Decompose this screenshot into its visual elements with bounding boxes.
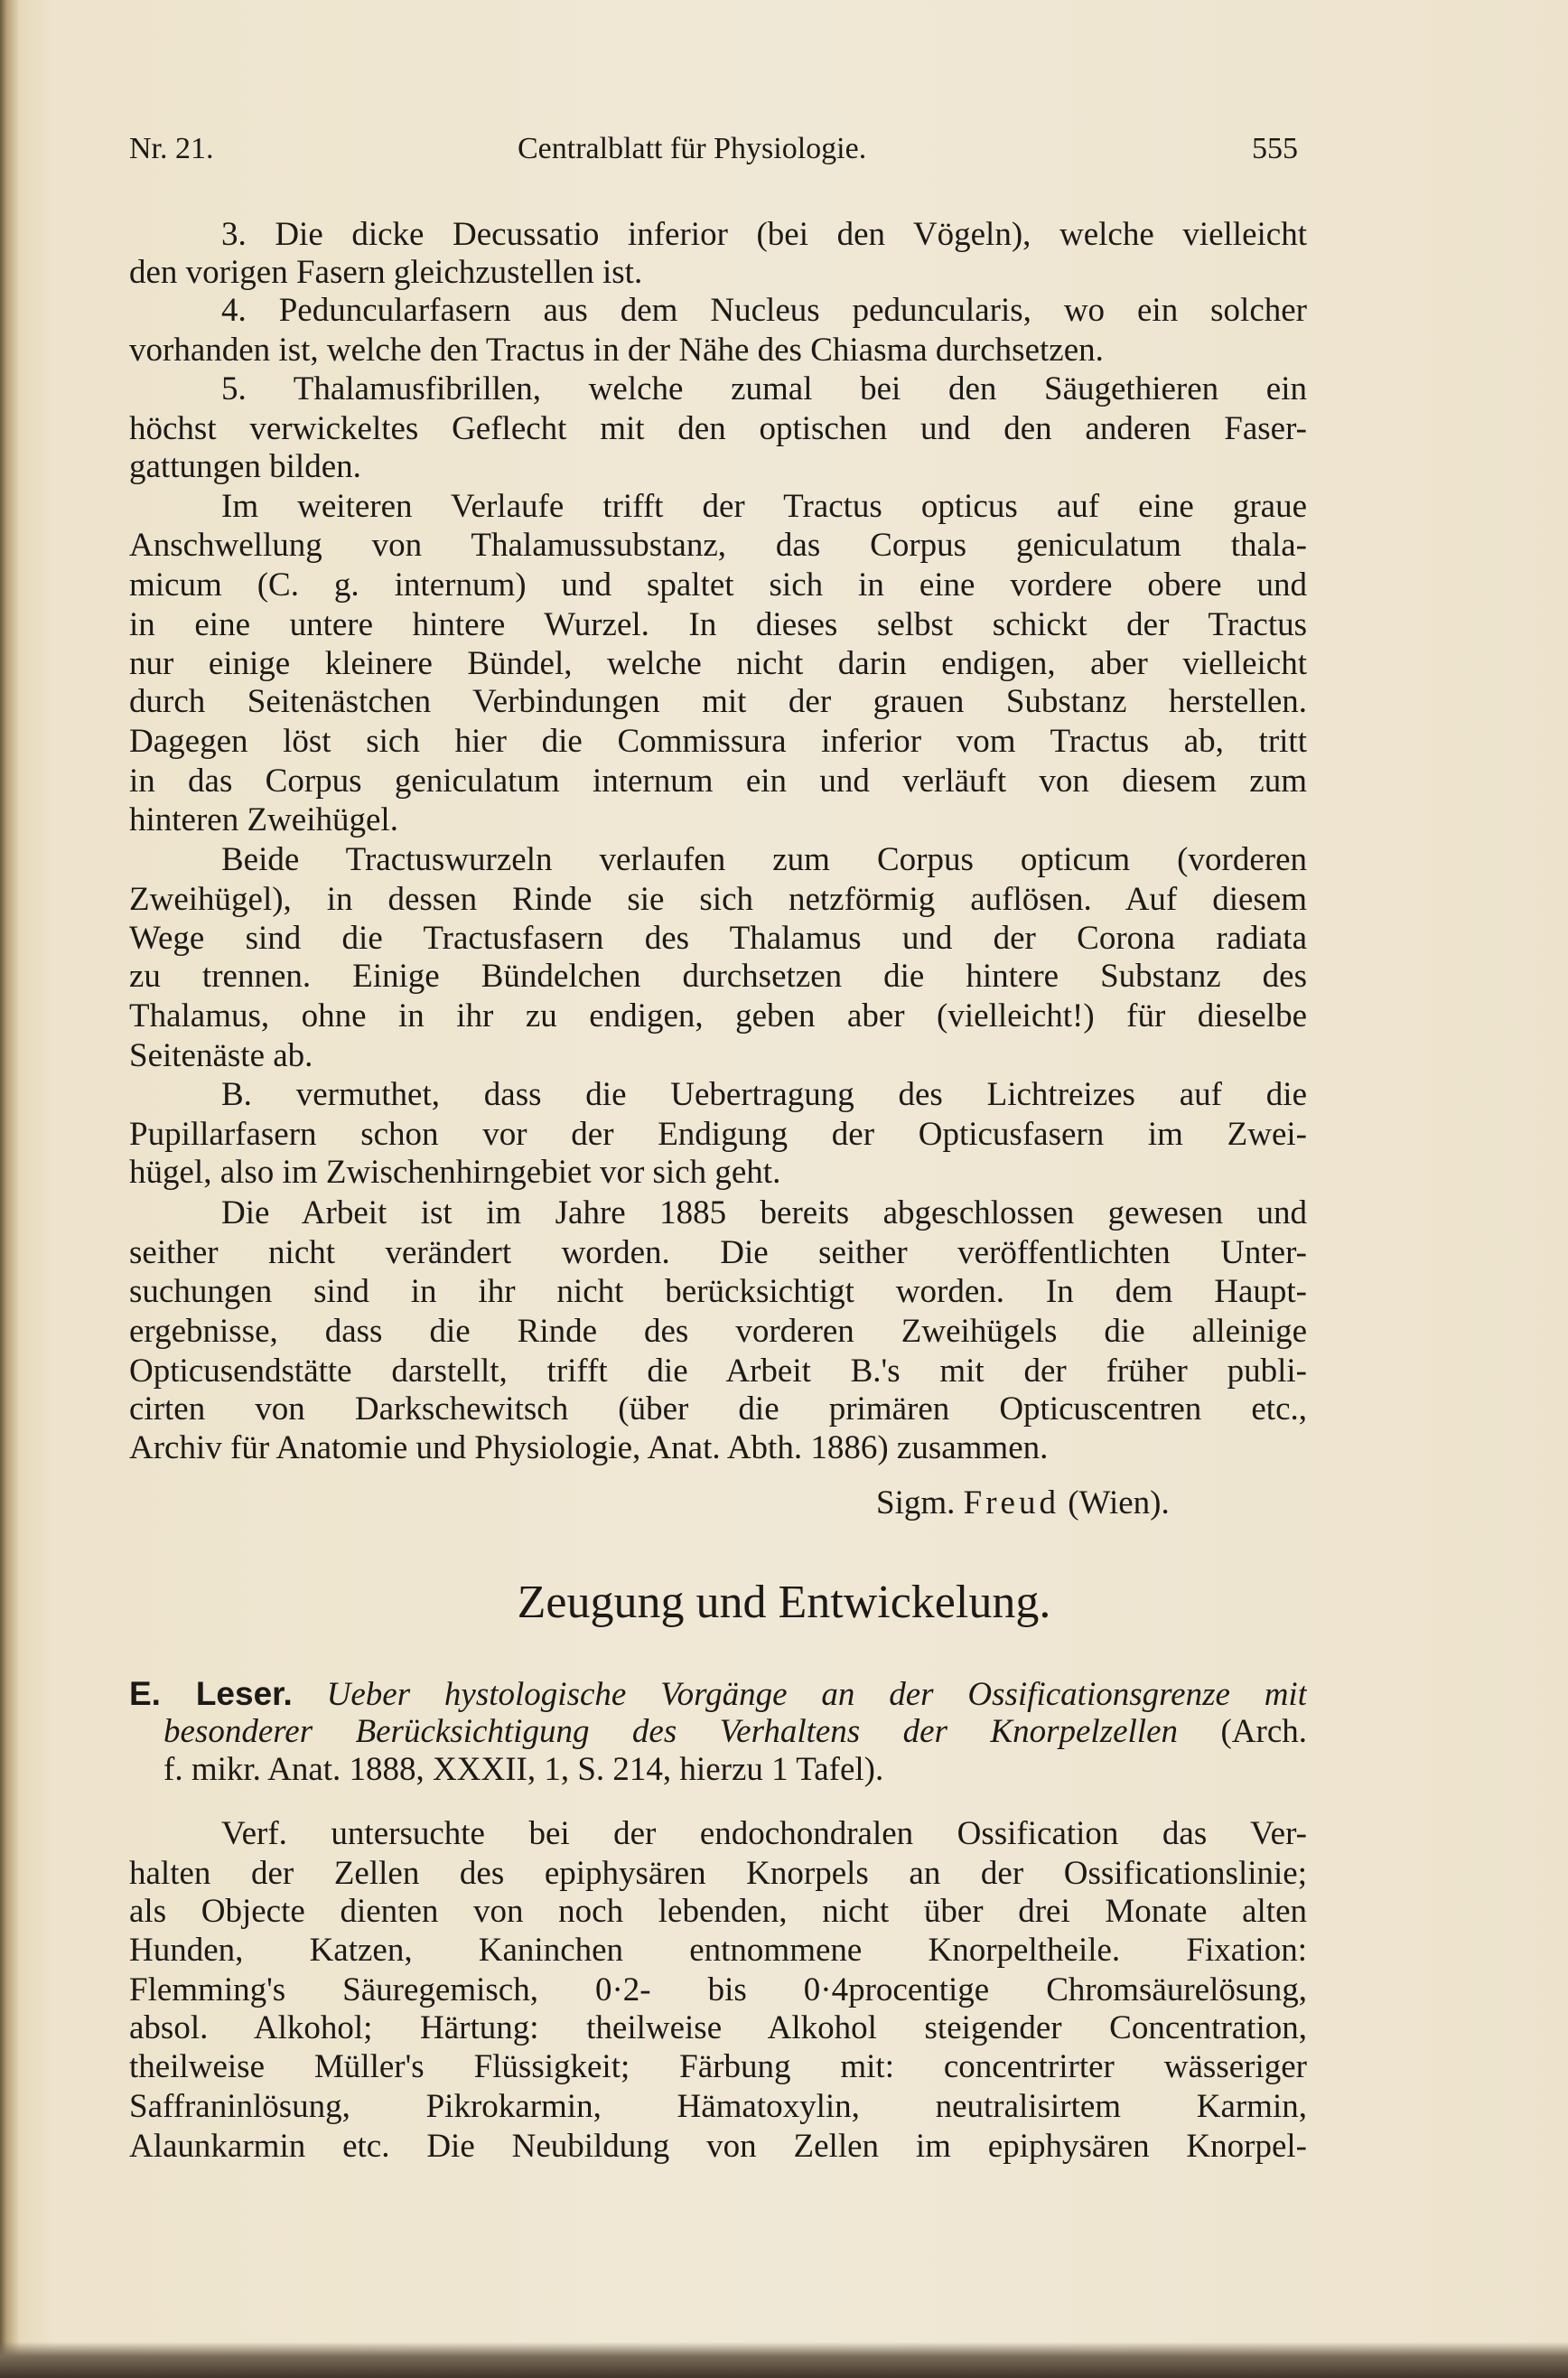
citation-source-start: (Arch. xyxy=(1178,1713,1307,1750)
text-line: ergebnisse, dass die Rinde des vorderen Zweihügels die alleinige xyxy=(129,1313,1307,1350)
text-line: Hunden, Katzen, Kaninchen entnommene Knorpeltheile. Fixation: xyxy=(129,1932,1307,1969)
text-line: Alaunkarmin etc. Die Neubildung von Zellen im epiphysären Knorpel- xyxy=(129,2128,1307,2165)
text-line: durch Seitenästchen Verbindungen mit der grauen Substanz herstellen. xyxy=(129,683,1307,720)
text-line: Die Arbeit ist im Jahre 1885 bereits abgeschlossen gewesen und xyxy=(221,1194,1307,1231)
text-line: Beide Tractuswurzeln verlaufen zum Corpus opticum (vorderen xyxy=(221,841,1307,878)
text-line: Archiv für Anatomie und Physiologie, Anat. Abth. 1886) zusammen. xyxy=(129,1429,1049,1466)
text-line: zu trennen. Einige Bündelchen durchsetzen die hintere Substanz des xyxy=(129,958,1307,995)
signature xyxy=(876,1484,1170,1522)
text-line: Pupillarfasern schon vor der Endigung der Opticusfasern im Zwei- xyxy=(129,1116,1307,1153)
text-line: Im weiteren Verlaufe trifft der Tractus opticus auf eine graue xyxy=(221,488,1307,525)
text-line: in eine untere hintere Wurzel. In dieses selbst schickt der Tractus xyxy=(129,606,1307,643)
text-line: theilweise Müller's Flüssigkeit; Färbung mit: concentrirter wässeriger xyxy=(129,2048,1307,2085)
citation-line-1 xyxy=(129,1674,1307,1714)
text-line: absol. Alkohol; Härtung: theilweise Alkohol steigender Concentration, xyxy=(129,2009,1307,2046)
text-line: suchungen sind in ihr nicht berücksichtigt worden. In dem Haupt- xyxy=(129,1273,1307,1310)
page-edge-shadow xyxy=(0,2342,1568,2378)
text-line: höchst verwickeltes Geflecht mit den optischen und den anderen Faser- xyxy=(129,410,1307,447)
text-line: Opticusendstätte darstellt, trifft die Arbeit B.'s mit der früher publi- xyxy=(129,1353,1307,1390)
running-title: Centralblatt für Physiologie. xyxy=(518,132,867,165)
text-line: hinteren Zweihügel. xyxy=(129,801,398,838)
citation-source: f. mikr. Anat. 1888, XXXII, 1, S. 214, hierzu 1 Tafel). xyxy=(163,1751,884,1788)
text-line: Saffraninlösung, Pikrokarmin, Hämatoxylin, neutralisirtem Karmin, xyxy=(129,2088,1307,2125)
text-line: als Objecte dienten von noch lebenden, nicht über drei Monate alten xyxy=(129,1893,1307,1930)
text-line: vorhanden ist, welche den Tractus in der Nähe des Chiasma durchsetzen. xyxy=(129,332,1104,369)
signature-suffix: (Wien). xyxy=(1068,1484,1170,1521)
page-number: 555 xyxy=(1252,132,1298,165)
text-line: Anschwellung von Thalamussubstanz, das Corpus geniculatum thala- xyxy=(129,527,1307,564)
section-heading: Zeugung und Entwickelung. xyxy=(517,1577,1051,1628)
text-line: halten der Zellen des epiphysären Knorpels an der Ossificationslinie; xyxy=(129,1855,1307,1892)
text-line: seither nicht verändert worden. Die seither veröffentlichten Unter- xyxy=(129,1234,1307,1271)
text-line: den vorigen Fasern gleichzustellen ist. xyxy=(129,254,643,291)
text-line: Dagegen löst sich hier die Commissura inferior vom Tractus ab, tritt xyxy=(129,723,1307,760)
text-line: 3. Die dicke Decussatio inferior (bei den Vögeln), welche vielleicht xyxy=(221,216,1307,253)
text-line: cirten von Darkschewitsch (über die primären Opticuscentren etc., xyxy=(129,1390,1307,1428)
text-line: gattungen bilden. xyxy=(129,448,361,485)
text-line: micum (C. g. internum) und spaltet sich in eine vordere obere und xyxy=(129,566,1307,604)
text-line: Seitenäste ab. xyxy=(129,1037,313,1074)
text-line: Flemming's Säuregemisch, 0·2- bis 0·4procentige Chromsäurelösung, xyxy=(129,1971,1307,2008)
text-line: Thalamus, ohne in ihr zu endigen, geben aber (vielleicht!) für dieselbe xyxy=(129,997,1307,1035)
citation-title-1: Ueber hystologische Vorgänge an der Ossificationsgrenze mit xyxy=(326,1676,1307,1713)
text-line: hügel, also im Zwischenhirngebiet vor sich geht. xyxy=(129,1154,781,1191)
text-line: B. vermuthet, dass die Uebertragung des Lichtreizes auf die xyxy=(221,1076,1307,1113)
text-line: in das Corpus geniculatum internum ein und verläuft von diesem zum xyxy=(129,763,1307,800)
citation-author: E. Leser. xyxy=(129,1675,293,1712)
text-line: Zweihügel), in dessen Rinde sie sich netzförmig auflösen. Auf diesem xyxy=(129,881,1307,918)
signature-name: Freud xyxy=(963,1484,1059,1521)
signature-prefix: Sigm. xyxy=(876,1484,956,1521)
citation-line-2 xyxy=(163,1712,1307,1752)
text-line: 4. Peduncularfasern aus dem Nucleus peduncularis, wo ein solcher xyxy=(221,292,1307,329)
text-line: Wege sind die Tractusfasern des Thalamus und der Corona radiata xyxy=(129,920,1307,957)
text-line: Verf. untersuchte bei der endochondralen Ossification das Ver- xyxy=(221,1815,1307,1852)
text-line: nur einige kleinere Bündel, welche nicht darin endigen, aber vielleicht xyxy=(129,645,1307,682)
citation-title-2: besonderer Berücksichtigung des Verhaltens der Knorpelzellen xyxy=(163,1713,1179,1750)
text-line: 5. Thalamusfibrillen, welche zumal bei den Säugethieren ein xyxy=(221,370,1307,407)
issue-number: Nr. 21. xyxy=(129,132,214,165)
